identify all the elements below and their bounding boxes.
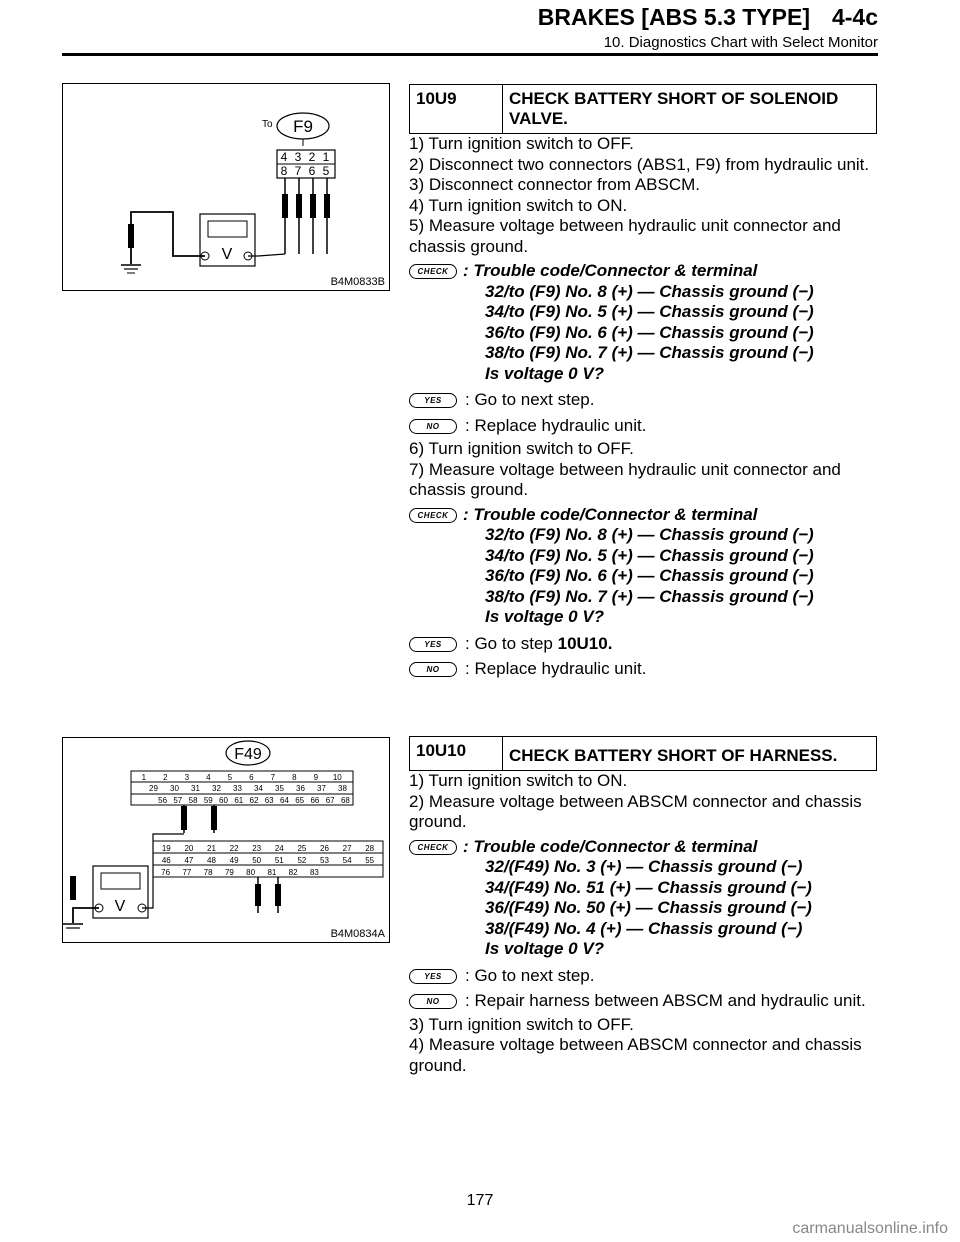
- instruction: 6) Turn ignition switch to OFF.: [409, 439, 634, 458]
- pin: 32: [212, 784, 221, 793]
- yes-answer: [409, 390, 877, 411]
- header-rule: [62, 53, 878, 56]
- pin: 56: [158, 796, 168, 805]
- meter-v: V: [114, 898, 126, 915]
- check-block: [409, 261, 877, 384]
- watermark: carmanualsonline.info: [792, 1220, 948, 1237]
- no-text: : Repair harness between ABSCM and hydraulic unit.: [465, 991, 866, 1010]
- instruction: 2) Measure voltage between ABSCM connector and chassis ground.: [409, 791, 862, 831]
- pin: 19: [161, 844, 171, 853]
- check-question: Is voltage 0 V?: [485, 363, 605, 383]
- check-badge: CHECK: [409, 508, 457, 523]
- pin: 6: [249, 773, 254, 782]
- pin: 4: [206, 773, 211, 782]
- connector-name: F9: [293, 117, 313, 136]
- pin: 63: [264, 796, 274, 805]
- pin: 20: [184, 844, 194, 853]
- check-question: Is voltage 0 V?: [485, 939, 605, 958]
- pin: 25: [297, 844, 307, 853]
- instruction: 5) Measure voltage between hydraulic unit connector and chassis ground.: [409, 216, 841, 256]
- check-line: 38/(F49) No. 4 (+) — Chassis ground (−): [485, 918, 803, 938]
- pin: 21: [207, 844, 216, 853]
- check-block: [409, 505, 877, 628]
- yes-text: [465, 634, 612, 655]
- check-line: 36/(F49) No. 50 (+) — Chassis ground (−): [485, 898, 812, 917]
- pin: 68: [340, 796, 350, 805]
- pin: 3: [184, 773, 190, 782]
- figure-label: B4M0834A: [330, 928, 385, 940]
- pin: 31: [191, 784, 200, 793]
- step-number: 10U10: [410, 737, 503, 770]
- step-header: [409, 736, 877, 771]
- figure-f9-diagram: [62, 83, 390, 291]
- check-line: 32/to (F9) No. 8 (+) — Chassis ground (−): [485, 525, 814, 544]
- pin: 55: [365, 856, 375, 865]
- pin: 24: [274, 844, 284, 853]
- no-badge: NO: [409, 662, 457, 677]
- pin: 33: [233, 784, 242, 793]
- pin: 26: [320, 844, 329, 853]
- check-line: 38/to (F9) No. 7 (+) — Chassis ground (−): [485, 586, 814, 606]
- pin: 46: [161, 856, 171, 865]
- f49-wiring-svg: [63, 738, 389, 942]
- pin: 36: [296, 784, 305, 793]
- check-badge: CHECK: [409, 264, 457, 279]
- pin: 80: [246, 868, 256, 877]
- check-block: [409, 837, 877, 960]
- connector-name: F49: [234, 746, 262, 763]
- pin: 66: [310, 796, 320, 805]
- pin: 48: [207, 856, 216, 865]
- pin: 5: [322, 164, 330, 178]
- pin: 64: [280, 796, 289, 805]
- pin: 23: [252, 844, 262, 853]
- pin: 30: [170, 784, 179, 793]
- no-badge: NO: [409, 419, 457, 434]
- yes-badge: YES: [409, 637, 457, 652]
- pin: 59: [203, 796, 213, 805]
- pin: 79: [224, 868, 234, 877]
- pin: 29: [149, 784, 158, 793]
- instruction: 3) Disconnect connector from ABSCM.: [409, 175, 701, 194]
- no-text: : Replace hydraulic unit.: [465, 415, 647, 435]
- figure-f49-diagram: [62, 737, 390, 943]
- pin: 77: [182, 868, 192, 877]
- pin: 49: [229, 856, 239, 865]
- pin: 22: [229, 844, 239, 853]
- no-answer: [409, 416, 877, 437]
- yes-badge: YES: [409, 969, 457, 984]
- pin: 35: [275, 784, 284, 793]
- check-question: Is voltage 0 V?: [485, 607, 605, 626]
- no-answer: [409, 991, 877, 1012]
- pin: 5: [227, 773, 233, 782]
- pin: 76: [161, 868, 171, 877]
- check-head: : Trouble code/Connector & terminal: [463, 261, 758, 280]
- header-section-code: 4-4c: [831, 4, 878, 30]
- pin: 65: [295, 796, 305, 805]
- pin: 82: [288, 868, 298, 877]
- yes-answer: [409, 634, 877, 655]
- check-line: 38/to (F9) No. 7 (+) — Chassis ground (−): [485, 343, 814, 362]
- pin: 67: [325, 796, 335, 805]
- no-text: : Replace hydraulic unit.: [465, 659, 647, 678]
- pin: 37: [317, 784, 326, 793]
- instruction: 1) Turn ignition switch to OFF.: [409, 134, 634, 153]
- check-head: : Trouble code/Connector & terminal: [463, 504, 758, 524]
- pin: 8: [280, 164, 288, 178]
- pin: 4: [280, 150, 288, 164]
- pin: 81: [267, 868, 277, 877]
- pin: 3: [294, 150, 302, 164]
- instruction: 7) Measure voltage between hydraulic unit connector and chassis ground.: [409, 459, 841, 499]
- check-line: 32/(F49) No. 3 (+) — Chassis ground (−): [485, 857, 803, 876]
- page-number: 177: [466, 1192, 494, 1209]
- instruction: 4) Measure voltage between ABSCM connector and chassis ground.: [409, 1035, 862, 1075]
- pin: 1: [141, 773, 147, 782]
- pin: 51: [274, 856, 284, 865]
- step-number: 10U9: [410, 85, 503, 133]
- pin: 61: [234, 796, 244, 805]
- step-title: CHECK BATTERY SHORT OF HARNESS.: [509, 746, 838, 765]
- pin: 2: [163, 773, 168, 782]
- step-reference: 10U10.: [557, 633, 613, 653]
- check-line: 34/(F49) No. 51 (+) — Chassis ground (−): [485, 877, 812, 897]
- pin: 7: [270, 773, 276, 782]
- pin: 57: [173, 796, 183, 805]
- pin: 2: [308, 150, 316, 164]
- pin: 9: [313, 773, 319, 782]
- check-head: : Trouble code/Connector & terminal: [463, 836, 758, 856]
- check-badge: CHECK: [409, 840, 457, 855]
- pin: 62: [249, 796, 259, 805]
- pin: 54: [342, 856, 352, 865]
- pin: 47: [184, 856, 194, 865]
- pin: 60: [219, 796, 228, 805]
- step-title: CHECK BATTERY SHORT OF SOLENOID VALVE.: [509, 89, 839, 128]
- step-header: [409, 84, 877, 134]
- to-label: To: [262, 119, 273, 130]
- pin: 58: [188, 796, 198, 805]
- yes-text: : Go to next step.: [465, 390, 595, 409]
- pin: 28: [365, 844, 375, 853]
- pin: 38: [338, 784, 347, 793]
- pin: 6: [308, 164, 316, 178]
- pin: 50: [252, 856, 262, 865]
- yes-text: : Go to next step.: [465, 965, 595, 985]
- pin: 83: [309, 868, 319, 877]
- yes-answer: [409, 966, 877, 987]
- yes-text-prefix: : Go to step: [465, 633, 558, 653]
- header-subtitle: 10. Diagnostics Chart with Select Monitor: [603, 34, 878, 51]
- no-badge: NO: [409, 994, 457, 1009]
- pin: 53: [320, 856, 329, 865]
- instruction: 1) Turn ignition switch to ON.: [409, 771, 628, 790]
- pin: 8: [292, 773, 297, 782]
- pin: 52: [297, 856, 307, 865]
- no-answer: [409, 659, 877, 680]
- pin: 78: [203, 868, 213, 877]
- figure-label: B4M0833B: [330, 276, 385, 288]
- instruction: 4) Turn ignition switch to ON.: [409, 195, 628, 215]
- check-line: 32/to (F9) No. 8 (+) — Chassis ground (−): [485, 281, 814, 301]
- meter-v: V: [221, 246, 233, 263]
- pin: 27: [342, 844, 352, 853]
- check-line: 34/to (F9) No. 5 (+) — Chassis ground (−): [485, 302, 814, 321]
- step-10u10: [409, 736, 877, 1076]
- check-line: 34/to (F9) No. 5 (+) — Chassis ground (−): [485, 545, 814, 565]
- f9-wiring-svg: [63, 84, 389, 290]
- instruction: 3) Turn ignition switch to OFF.: [409, 1014, 634, 1034]
- step-10u9: [409, 84, 877, 683]
- pin: 7: [294, 164, 302, 178]
- check-line: 36/to (F9) No. 6 (+) — Chassis ground (−): [485, 566, 814, 585]
- yes-badge: YES: [409, 393, 457, 408]
- instruction: 2) Disconnect two connectors (ABS1, F9) from hydraulic unit.: [409, 154, 870, 174]
- pin: 10: [332, 773, 342, 782]
- check-line: 36/to (F9) No. 6 (+) — Chassis ground (−): [485, 322, 814, 342]
- pin: 34: [254, 784, 263, 793]
- pin: 1: [322, 150, 330, 164]
- header-title: BRAKES [ABS 5.3 TYPE]: [537, 4, 810, 30]
